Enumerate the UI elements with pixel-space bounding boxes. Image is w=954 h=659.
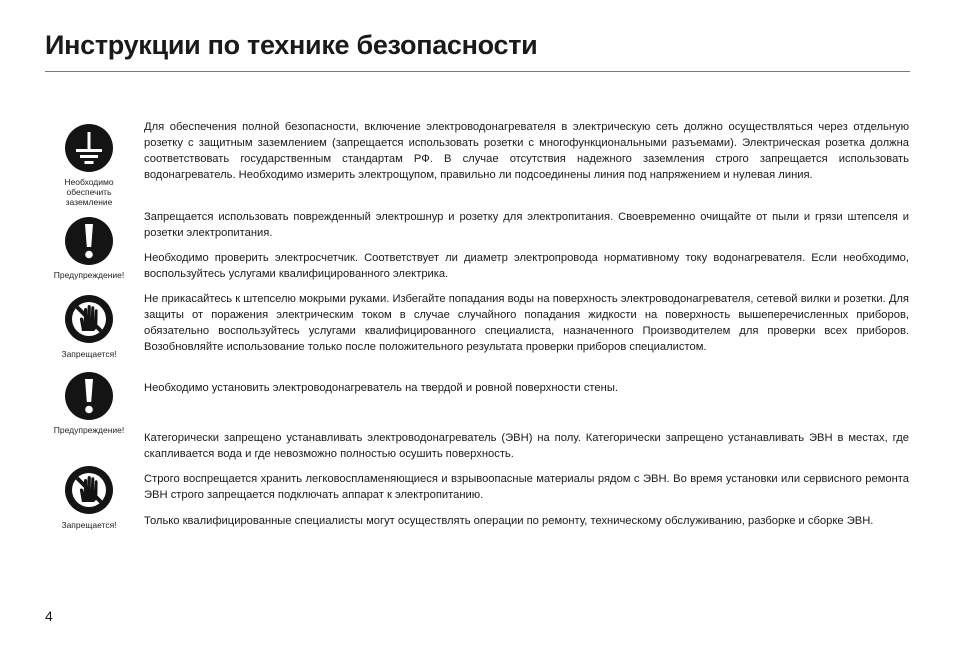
icon-caption: Запрещается! bbox=[61, 520, 117, 530]
prohibited-block-1 bbox=[44, 294, 134, 359]
exclamation-icon bbox=[64, 371, 114, 421]
paragraph-flammables: Строго воспрещается хранить легковоспламеняющиеся и взрывоопасные материалы рядом с ЭВН. Во время установки или сервисного ремонта ЭВН строго запрещается подключать аппарат к электропитанию. bbox=[144, 473, 909, 502]
icon-caption: Предупреждение! bbox=[53, 270, 125, 280]
exclamation-icon bbox=[64, 216, 114, 266]
paragraph-floor-install: Категорически запрещено устанавливать электроводонагреватель (ЭВН) на полу. Категорически запрещено устанавливать ЭВН в местах, где скапливается вода и где невозможно полностью осушить поверхность. bbox=[144, 432, 909, 461]
page-number: 4 bbox=[45, 608, 53, 624]
title-divider bbox=[45, 71, 910, 72]
prohibited-hand-icon bbox=[64, 294, 114, 344]
warning-block-1 bbox=[44, 216, 134, 280]
icon-caption: Запрещается! bbox=[61, 349, 117, 359]
paragraph-power-cord: Запрещается использовать поврежденный электрошнур и розетку для электропитания. Своевременно очищайте от пыли и грязи штепселя и розетки электропитания. bbox=[144, 211, 909, 240]
ground-icon bbox=[64, 123, 114, 173]
paragraph-qualified-staff: Только квалифицированные специалисты могут осуществлять операции по ремонту, техническому обслуживанию, разборке и сборке ЭВН. bbox=[144, 515, 874, 527]
warning-block-2 bbox=[44, 371, 134, 435]
paragraph-meter: Необходимо проверить электросчетчик. Соответствует ли диаметр электропровода нормативному току водонагревателя. Если необходимо, воспользуйтесь услугами квалифицированного электрика. bbox=[144, 252, 909, 281]
prohibited-hand-icon bbox=[64, 465, 114, 515]
page-title: Инструкции по технике безопасности bbox=[45, 30, 538, 60]
icon-caption: Необходимо обеспечить заземление bbox=[64, 177, 114, 207]
icon-caption: Предупреждение! bbox=[53, 425, 125, 435]
prohibited-block-2 bbox=[44, 465, 134, 530]
paragraph-wet-hands: Не прикасайтесь к штепселю мокрыми руками. Избегайте попадания воды на поверхность электроводонагревателя, сетевой вилки и розетки. Для защиты от поражения электрическим током в случае случайного попадания жидкости на поверхность вышеперечисленных приборов, обязательно воспользуйтесь услугами квалифицированного специалиста, назначенного Производителем для проверки всех приборов. Возобновляйте использование только после положительного результата проверки приборов специалистом. bbox=[144, 293, 909, 354]
paragraph-grounding: Для обеспечения полной безопасности, включение электроводонагревателя в электрическую сеть должно осуществляться через отдельную розетку с защитным заземлением (запрещается использовать розетки с многофункциональными разъемами). Электрическая розетка должна соответствовать государственным стандартам РФ. В случае отсутствия надежного заземления строго запрещается использовать водонагреватель. Необходимо измерить электрощупом, правильно ли подсоединены линия под напряжением и нулевая линия. bbox=[144, 121, 909, 182]
ground-warning-block bbox=[44, 123, 134, 207]
paragraph-wall-mount: Необходимо установить электроводонагреватель на твердой и ровной поверхности стены. bbox=[144, 382, 618, 394]
